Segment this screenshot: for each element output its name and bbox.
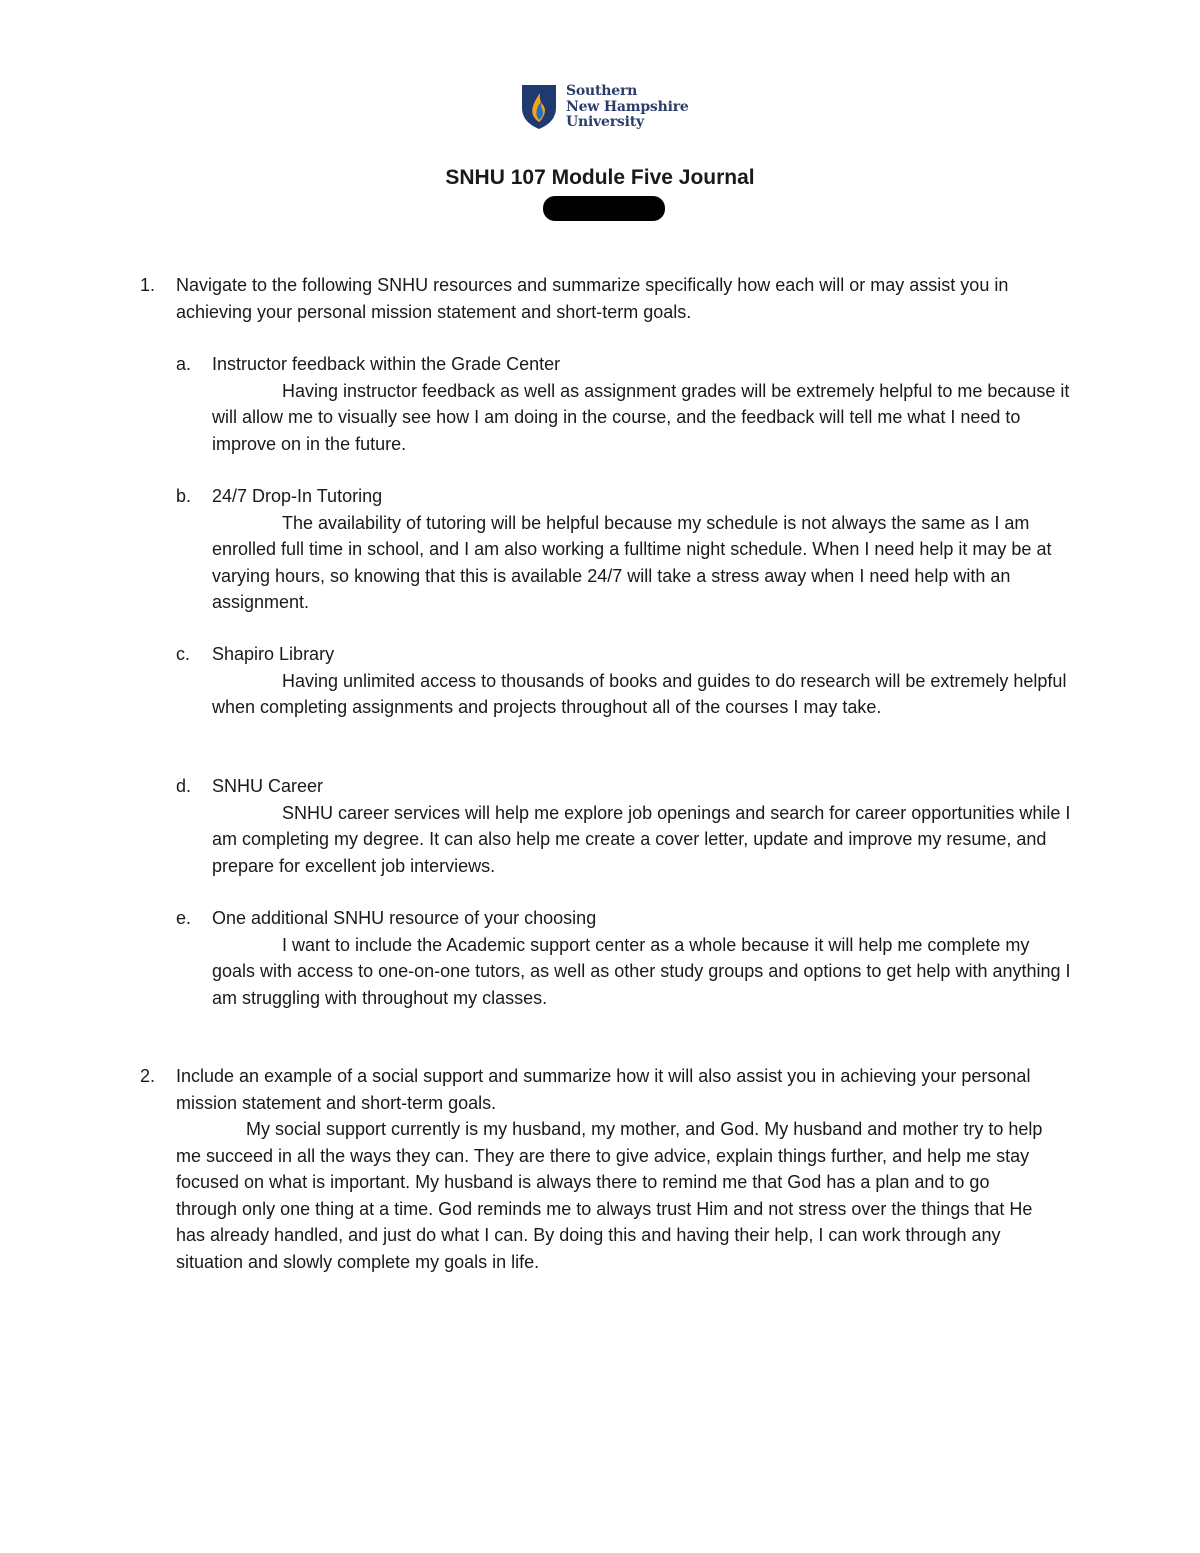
flame-shield-icon — [521, 84, 557, 130]
question-2-number: 2. — [140, 1066, 156, 1086]
document-title: SNHU 107 Module Five Journal — [445, 166, 755, 189]
item-d — [212, 773, 1072, 879]
logo-line-1: Southern — [566, 83, 638, 99]
item-a — [212, 351, 1072, 457]
logo-wordmark — [566, 84, 689, 131]
university-logo — [521, 84, 691, 132]
item-a-label: Instructor feedback within the Grade Center — [212, 354, 561, 374]
item-c — [212, 641, 1072, 721]
item-e — [212, 905, 1072, 1011]
item-b — [212, 483, 1072, 616]
item-b-label: 24/7 Drop-In Tutoring — [212, 486, 383, 506]
item-e-letter: e. — [176, 908, 192, 928]
item-c-letter: c. — [176, 644, 191, 664]
item-c-answer: Having unlimited access to thousands of books and guides to do research will be extremely helpful when completing assignments and projects throughout all of the courses I may take. — [212, 670, 1067, 717]
logo-line-3: University — [566, 114, 644, 130]
question-1-text: Navigate to the following SNHU resources and summarize specifically how each will or may assist you in achieving your personal mission statement and short-term goals. — [176, 275, 1009, 322]
item-a-letter: a. — [176, 354, 192, 374]
item-d-letter: d. — [176, 776, 192, 796]
item-b-letter: b. — [176, 486, 192, 506]
item-b-answer: The availability of tutoring will be helpful because my schedule is not always the same as I am enrolled full time in school, and I am also working a fulltime night schedule. When I need help it may be at varying hours, so knowing that this is available 24/7 will take a stress away when I need help with an assignment. — [212, 512, 1052, 612]
item-e-label: One additional SNHU resource of your choosing — [212, 908, 597, 928]
item-d-label: SNHU Career — [212, 776, 324, 796]
redaction-mark — [543, 196, 665, 221]
question-1-number: 1. — [140, 275, 156, 295]
item-d-answer: SNHU career services will help me explore job openings and search for career opportunities while I am completing my degree. It can also help me create a cover letter, update and improve my resume, and prepare for excellent job interviews. — [212, 802, 1071, 876]
item-a-answer: Having instructor feedback as well as assignment grades will be extremely helpful to me because it will allow me to visually see how I am doing in the course, and the feedback will tell me what I need to improve on in the future. — [212, 380, 1070, 454]
logo-line-2: New Hampshire — [566, 98, 689, 115]
question-2-text: Include an example of a social support and summarize how it will also assist you in achieving your personal mission statement and short-term goals. — [176, 1066, 1031, 1113]
item-e-answer: I want to include the Academic support center as a whole because it will help me complete my goals with access to one-on-one tutors, as well as other study groups and options to get help with anything I am struggling with throughout my classes. — [212, 934, 1071, 1008]
question-2-answer: My social support currently is my husband, my mother, and God. My husband and mother try to help me succeed in all the ways they can. They are there to give advice, explain things further, and help me stay focused on what is important. My husband is always there to remind me that God has a plan and to go through only one thing at a time. God reminds me to always trust Him and not stress over the things that He has already handled, and just do what I can. By doing this and having their help, I can work through any situation and slowly complete my goals in life. — [176, 1119, 1043, 1272]
item-c-label: Shapiro Library — [212, 644, 335, 664]
